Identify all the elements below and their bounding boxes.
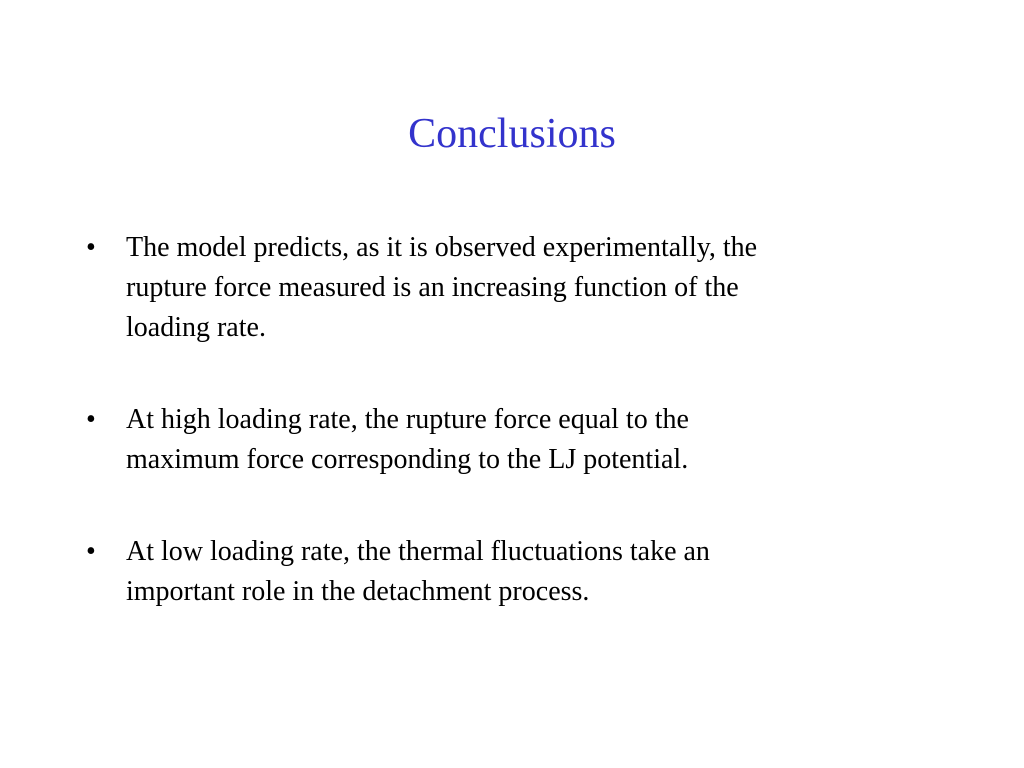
bullet-line: At low loading rate, the thermal fluctuations take an <box>126 536 710 567</box>
bullet-line: important role in the detachment process. <box>126 576 590 607</box>
bullet-item <box>80 532 930 612</box>
bullet-line: maximum force corresponding to the LJ potential. <box>126 444 689 475</box>
bullet-line: The model predicts, as it is observed experimentally, the <box>126 232 758 263</box>
bullet-line: At high loading rate, the rupture force equal to the <box>126 404 689 435</box>
bullet-list <box>80 228 930 612</box>
bullet-icon: • <box>86 536 96 567</box>
bullet-item <box>80 228 930 348</box>
bullet-item <box>80 400 930 480</box>
slide-title: Conclusions <box>408 111 616 157</box>
bullet-icon: • <box>86 404 96 435</box>
bullet-icon: • <box>86 232 96 263</box>
bullet-line: loading rate. <box>126 312 266 343</box>
bullet-line: rupture force measured is an increasing function of the <box>126 272 739 303</box>
